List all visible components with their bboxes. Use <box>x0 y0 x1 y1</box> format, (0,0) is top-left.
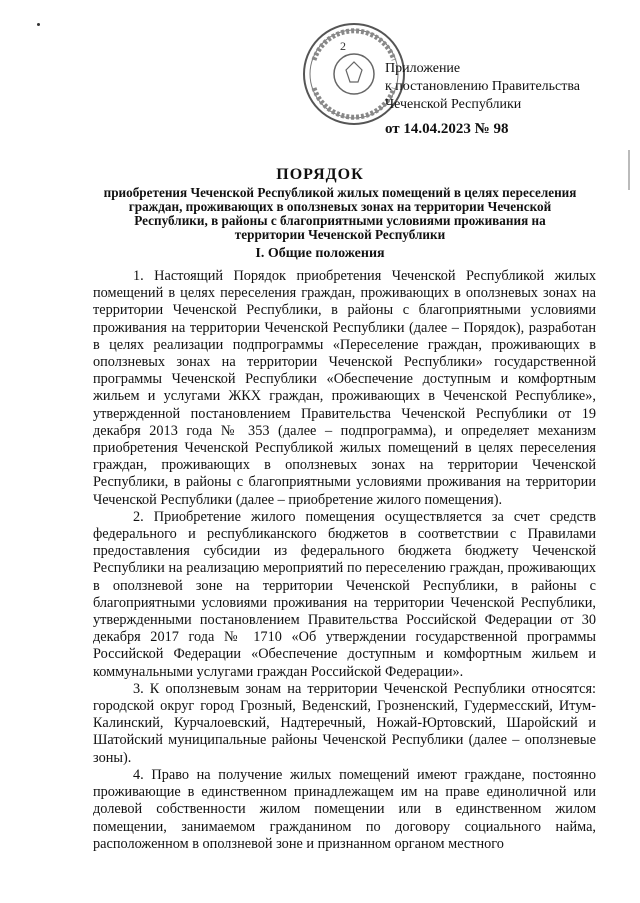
appendix-to: к постановлению Правительства <box>385 79 581 94</box>
document-subtitle: приобретения Чеченской Республикой жилых помещений в целях переселения граждан, проживающих в оползневых зонах на территории Чеченской Республики, в районы с благоприятными условиями проживания на территории Чеченской Республики <box>103 185 577 242</box>
appendix-block <box>385 60 635 138</box>
appendix-date: от 14.04.2023 № 98 <box>385 121 509 137</box>
paragraph: 3. К оползневым зонам на территории Чеченской Республики относятся: городской округ город Грозный, Веденский, Грозненский, Гудермесский, Итум-Калинский, Курчалоевский, Надтеречный, Ножай-Юртовский, Шаройский и Шатойский муниципальные районы Чеченской Республики (далее – оползневые зоны). <box>93 680 596 766</box>
paragraph: 2. Приобретение жилого помещения осуществляется за счет средств федерального и республиканского бюджетов в соответствии с Правилами предоставления субсидии из федерального бюджета бюджету Чеченской Республики на реализацию мероприятий по переселению граждан, проживающих в оползневой зоне на территории Чеченской Республики, в районы с благоприятными условиями проживания на территории Чеченской Республики, утвержденными постановлением Правительства Российской Федерации от 30 декабря 2017 года № 1710 «Об утверждении государственной программы Российской Федерации «Обеспечение доступным и комфортным жильем и коммунальными услугами граждан Российской Федерации». <box>93 508 596 680</box>
paragraph: 1. Настоящий Порядок приобретения Чеченской Республикой жилых помещений в целях переселения граждан, проживающих в оползневых зонах на территории Чеченской Республики, в районы с благоприятными условиями проживания на территории Чеченской Республики (далее – Порядок), разработан в целях реализации подпрограммы «Переселение граждан, проживающих в оползневых зонах на территории Чеченской Республики» государственной программы Чеченской Республики «Обеспечение доступным и комфортным жильем и услугами ЖКХ граждан, проживающих в Чеченской Республике», утвержденной постановлением Правительства Чеченской Республики от 19 декабря 2013 года № 353 (далее – подпрограмма), и определяет механизм приобретения Чеченской Республикой жилых помещений в целях переселения граждан, проживающих в оползневых зонах на территории Чеченской Республики, в районы с благоприятными условиями проживания на территории Чеченской Республики (далее – приобретение жилого помещения). <box>93 268 596 508</box>
appendix-org: Чеченской Республики <box>385 97 522 112</box>
paragraph: 4. Право на получение жилых помещений имеют граждане, постоянно проживающие в единственном принадлежащем им на праве единоличной или долевой собственности жилом помещении или в единственном жилом помещении, занимаемом гражданином по договору социального найма, расположенном в оползневой зоне и признанном органом местного <box>93 766 596 852</box>
scan-edge-mark <box>628 150 630 190</box>
appendix-label: Приложение <box>385 61 461 76</box>
section-heading: I. Общие положения <box>255 246 385 261</box>
scan-speck <box>37 23 40 26</box>
document-title: ПОРЯДОК <box>276 166 364 183</box>
seal-number: 2 <box>340 39 346 53</box>
document-body <box>93 268 596 853</box>
